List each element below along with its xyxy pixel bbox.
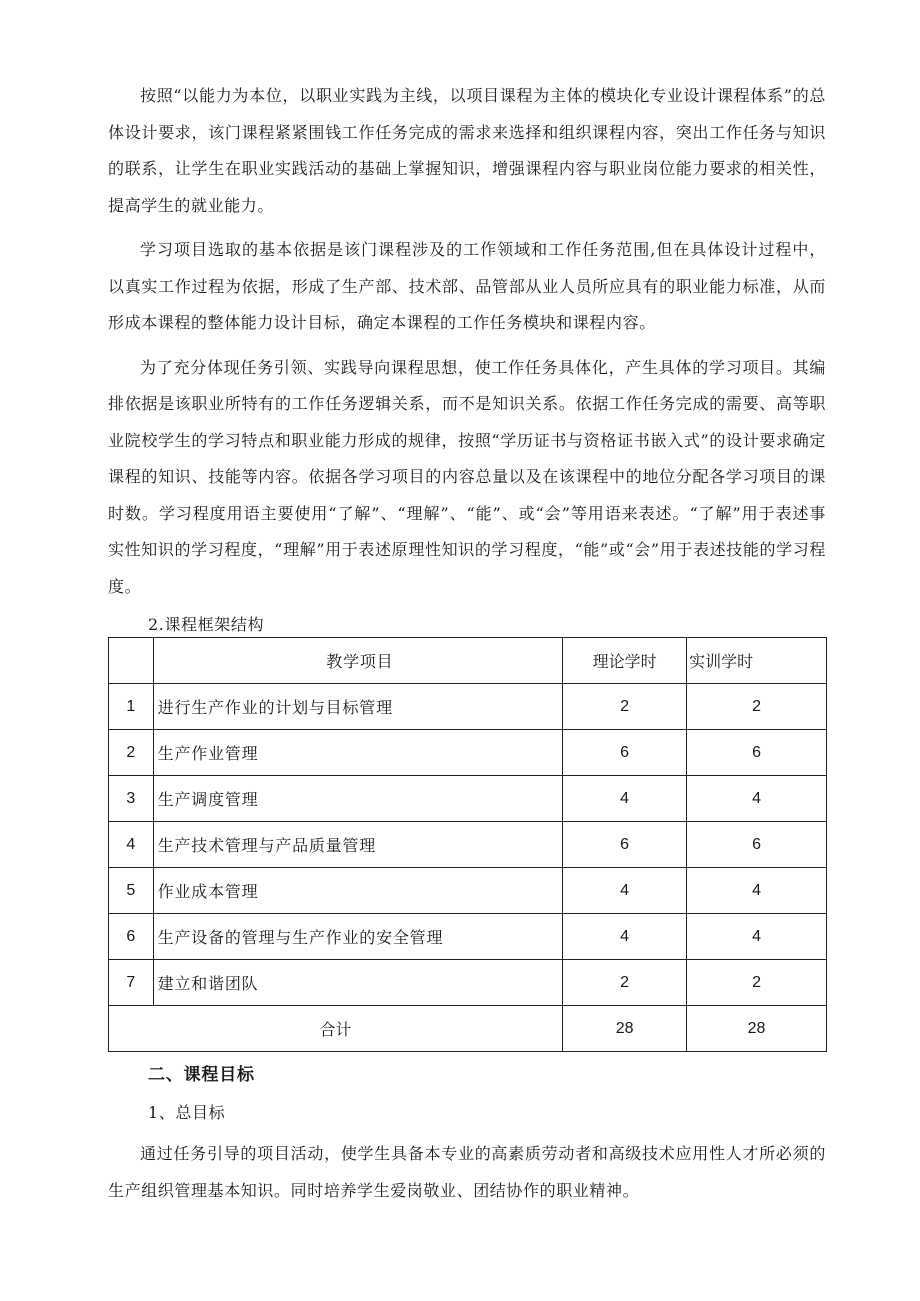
table-header-row bbox=[109, 638, 827, 684]
body-paragraph-1: 按照“以能力为本位，以职业实践为主线，以项目课程为主体的模块化专业设计课程体系”的总体设计要求，该门课程紧紧围钱工作任务完成的需求来选择和组织课程内容，突出工作任务与知识的联系，让学生在职业实践活动的基础上掌握知识，增强课程内容与职业岗位能力要求的相关性，提高学生的就业能力。 bbox=[108, 86, 826, 215]
table-row bbox=[109, 684, 827, 730]
header-num bbox=[109, 638, 154, 684]
row-practice: 4 bbox=[687, 776, 827, 822]
row-num: 6 bbox=[109, 914, 154, 960]
table-total-row bbox=[109, 1006, 827, 1052]
table-caption: 2.课程框架结构 bbox=[148, 615, 265, 634]
row-theory: 2 bbox=[563, 960, 687, 1006]
course-framework-table bbox=[108, 637, 827, 1052]
total-theory: 28 bbox=[563, 1006, 687, 1052]
row-project: 作业成本管理 bbox=[153, 868, 562, 914]
row-practice: 2 bbox=[687, 960, 827, 1006]
table-row bbox=[109, 960, 827, 1006]
header-project: 教学项目 bbox=[153, 638, 562, 684]
table-row bbox=[109, 868, 827, 914]
row-project: 生产技术管理与产品质量管理 bbox=[153, 822, 562, 868]
row-project: 生产作业管理 bbox=[153, 730, 562, 776]
row-theory: 4 bbox=[563, 776, 687, 822]
row-num: 4 bbox=[109, 822, 154, 868]
table-row bbox=[109, 776, 827, 822]
row-num: 7 bbox=[109, 960, 154, 1006]
goal-paragraph: 通过任务引导的项目活动，使学生具备本专业的高素质劳动者和高级技术应用性人才所必须的生产组织管理基本知识。同时培养学生爱岗敬业、团结协作的职业精神。 bbox=[108, 1144, 826, 1200]
row-num: 1 bbox=[109, 684, 154, 730]
row-theory: 6 bbox=[563, 822, 687, 868]
header-practice-hours: 实训学时 bbox=[687, 638, 827, 684]
row-num: 3 bbox=[109, 776, 154, 822]
row-project: 建立和谐团队 bbox=[153, 960, 562, 1006]
row-num: 2 bbox=[109, 730, 154, 776]
total-label: 合计 bbox=[109, 1006, 563, 1052]
row-project: 进行生产作业的计划与目标管理 bbox=[153, 684, 562, 730]
row-theory: 2 bbox=[563, 684, 687, 730]
table-row bbox=[109, 822, 827, 868]
section-heading: 二、课程目标 bbox=[148, 1065, 255, 1085]
row-practice: 4 bbox=[687, 914, 827, 960]
row-practice: 4 bbox=[687, 868, 827, 914]
body-paragraph-3: 为了充分体现任务引领、实践导向课程思想，使工作任务具体化，产生具体的学习项目。其编排依据是该职业所特有的工作任务逻辑关系，而不是知识关系。依据工作任务完成的需要、高等职业院校学生的学习特点和职业能力形成的规律，按照“学历证书与资格证书嵌入式”的设计要求确定课程的知识、技能等内容。依据各学习项目的内容总量以及在该课程中的地位分配各学习项目的课时数。学习程度用语主要使用“了解”、“理解”、“能”、或“会”等用语来表述。“了解”用于表述事实性知识的学习程度，“理解”用于表述原理性知识的学习程度，“能”或“会”用于表述技能的学习程度。 bbox=[108, 357, 826, 596]
row-project: 生产设备的管理与生产作业的安全管理 bbox=[153, 914, 562, 960]
row-practice: 6 bbox=[687, 730, 827, 776]
row-num: 5 bbox=[109, 868, 154, 914]
row-theory: 4 bbox=[563, 914, 687, 960]
header-theory-hours: 理论学时 bbox=[563, 638, 687, 684]
document-page bbox=[108, 78, 826, 1217]
table-row bbox=[109, 730, 827, 776]
body-paragraph-2: 学习项目选取的基本依据是该门课程涉及的工作领域和工作任务范围,但在具体设计过程中，以真实工作过程为依据，形成了生产部、技术部、品管部从业人员所应具有的职业能力标准，从而形成本课程的整体能力设计目标，确定本课程的工作任务模块和课程内容。 bbox=[108, 240, 826, 332]
total-practice: 28 bbox=[687, 1006, 827, 1052]
table-row bbox=[109, 914, 827, 960]
row-theory: 6 bbox=[563, 730, 687, 776]
row-theory: 4 bbox=[563, 868, 687, 914]
row-practice: 2 bbox=[687, 684, 827, 730]
subheading: 1、总目标 bbox=[148, 1103, 226, 1122]
row-project: 生产调度管理 bbox=[153, 776, 562, 822]
row-practice: 6 bbox=[687, 822, 827, 868]
